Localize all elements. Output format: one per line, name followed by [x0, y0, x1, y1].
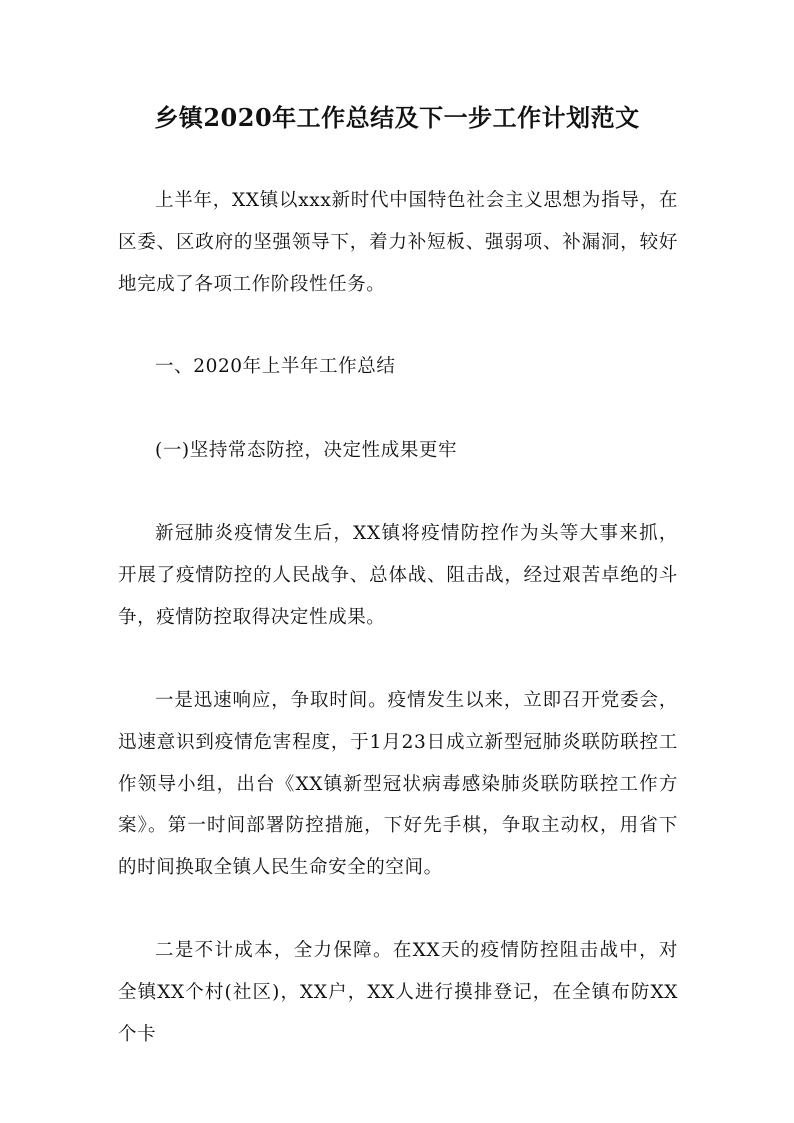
item-two-paragraph: 二是不计成本，全力保障。在XX天的疫情防控阻击战中，对全镇XX个村(社区)，XX户，XX人进行摸排登记，在全镇布防XX个卡 [118, 940, 678, 1045]
epidemic-paragraph: 新冠肺炎疫情发生后，XX镇将疫情防控作为头等大事来抓，开展了疫情防控的人民战争、总体战、阻击战，经过艰苦卓绝的斗争，疫情防控取得决定性成果。 [118, 523, 678, 628]
section-heading: 一、2020年上半年工作总结 [155, 356, 396, 377]
item-one-paragraph: 一是迅速响应，争取时间。疫情发生以来，立即召开党委会，迅速意识到疫情危害程度，于1月23日成立新型冠肺炎联防联控工作领导小组，出台《XX镇新型冠状病毒感染肺炎联防联控工作方案》。第一时间部署防控措施，下好先手棋，争取主动权，用省下的时间换取全镇人民生命安全的空间。 [118, 690, 678, 879]
document-title: 乡镇2020年工作总结及下一步工作计划范文 [154, 103, 640, 132]
intro-paragraph: 上半年，XX镇以xxx新时代中国特色社会主义思想为指导，在区委、区政府的坚强领导下，着力补短板、强弱项、补漏洞，较好地完成了各项工作阶段性任务。 [118, 190, 678, 295]
subsection-heading: (一)坚持常态防控，决定性成果更牢 [155, 440, 458, 461]
